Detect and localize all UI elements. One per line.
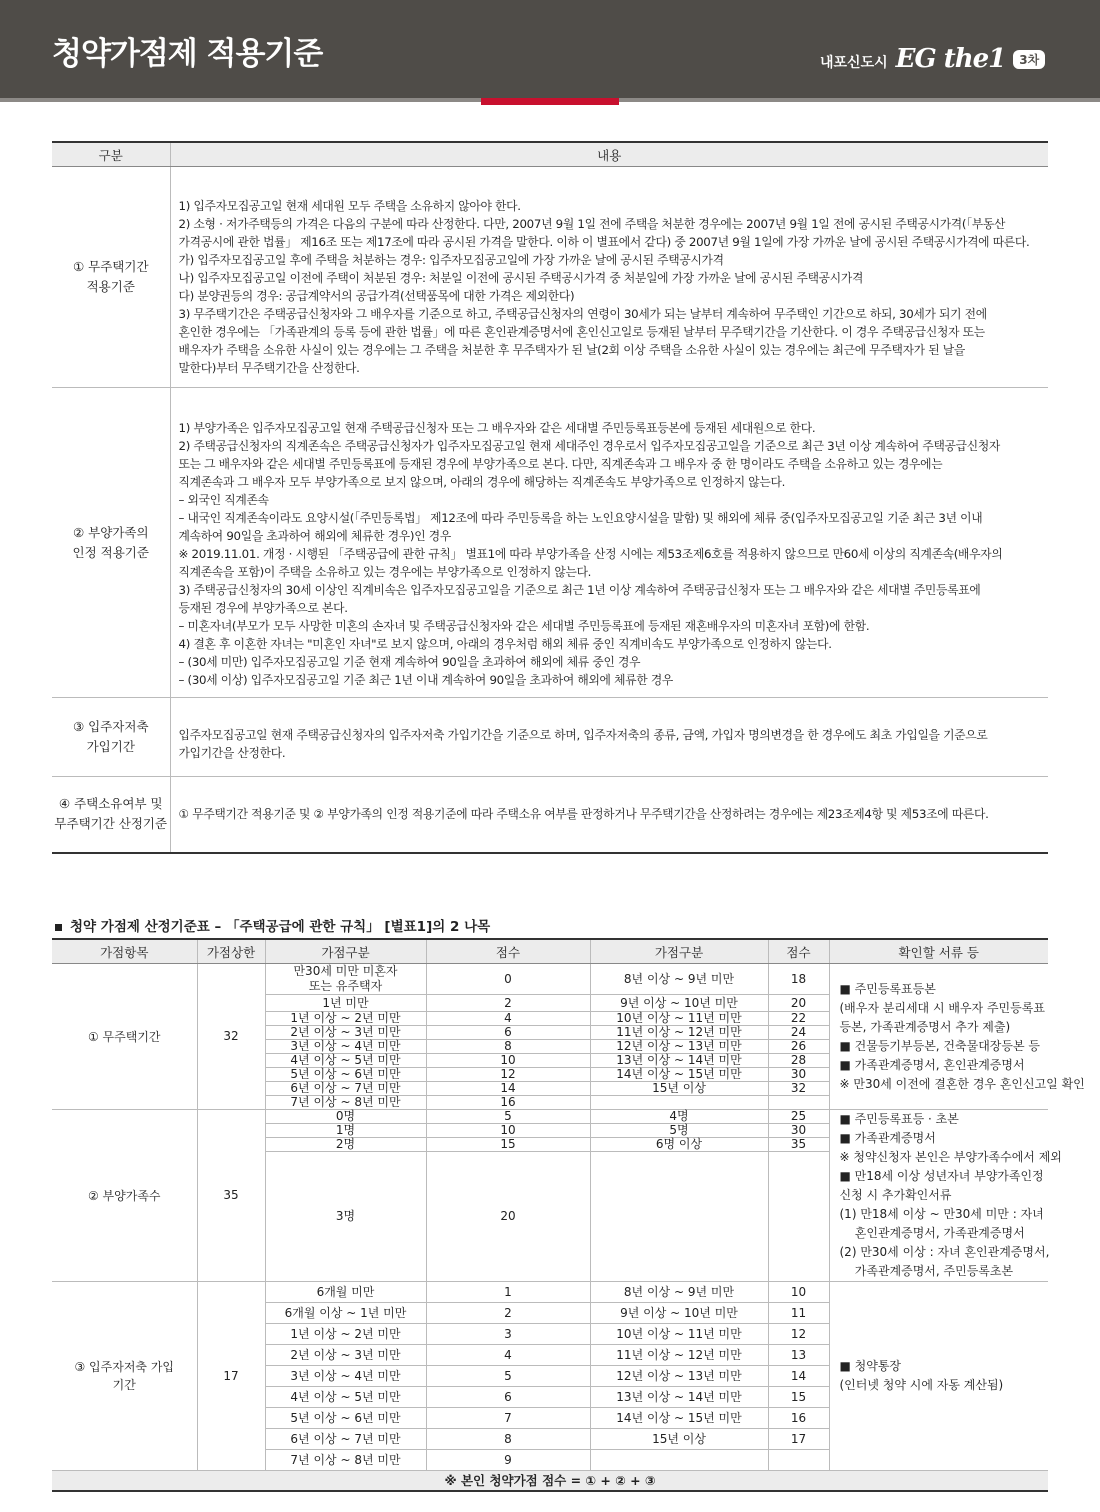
score-range: 5년 이상 ~ 6년 미만: [265, 1408, 426, 1429]
score-value: 4: [426, 1345, 590, 1366]
score-range: 1명: [265, 1124, 426, 1138]
content-line: 나) 입주자모집공고일 이전에 주택이 처분된 경우: 처분일 이전에 공시된 주택공시가격 중 처분일에 가장 가까운 날에 공시된 주택공시가격: [178, 271, 864, 285]
required-documents: [829, 964, 1085, 1110]
score-range: 4년 이상 ~ 5년 미만: [265, 1054, 426, 1068]
score-range: 3년 이상 ~ 4년 미만: [265, 1040, 426, 1054]
content-line: 직계존속과 그 배우자 모두 부양가족으로 보지 않으며, 아래의 경우에 해당하는 직계존속도 부양가족으로 인정하지 않는다.: [178, 474, 786, 489]
criteria-row: [52, 167, 1048, 388]
score-range: 6명 이상: [590, 1138, 768, 1152]
score-value: 16: [768, 1408, 829, 1429]
score-item: ② 부양가족수: [52, 1110, 197, 1282]
score-section-title-text: 청약 가점제 산정기준표 – 「주택공급에 관한 규칙」 [별표1]의 2 나목: [70, 919, 491, 935]
category-line: ③ 입주자저축: [72, 719, 149, 734]
category-line: ② 부양가족의: [72, 524, 149, 540]
header-cell: 가점구분: [590, 939, 768, 964]
content-line: 가격공시에 관한 법률」 제16조 또는 제17조에 따라 공시된 가격을 말한다. 이하 이 별표에서 같다) 중 2007년 9월 1일에 가장 가까운 날에 공시된 주택공시가격에 따른다.: [178, 235, 1030, 249]
content-line: – 내국인 직계존속이라도 요양시설(「주민등록법」 제12조에 따라 주민등록을 하는 노인요양시설을 말함) 및 해외에 체류 중(입주자모집공고일 기준 최근 3년 이내: [178, 510, 983, 525]
score-range: 0명: [265, 1110, 426, 1124]
score-range: 3년 이상 ~ 4년 미만: [265, 1366, 426, 1387]
content-line: 4) 결혼 후 이혼한 자녀는 "미혼인 자녀"로 보지 않으며, 아래의 경우처럼 해외 체류 중인 직계비속도 부양가족으로 인정하지 않는다.: [178, 636, 832, 651]
content-line: 다) 분양권등의 경우: 공급계약서의 공급가격(선택품목에 대한 가격은 제외한다): [178, 289, 575, 303]
score-value: 2: [426, 1303, 590, 1324]
document-line: (2) 만30세 이상 : 자녀 혼인관계증명서,: [839, 1245, 1050, 1259]
criteria-row: [52, 388, 1048, 698]
score-value: 12: [426, 1068, 590, 1082]
score-value: 32: [768, 1082, 829, 1096]
category-line: ④ 주택소유여부 및: [58, 796, 163, 812]
score-range: 3명: [265, 1152, 426, 1282]
score-range: 12년 이상 ~ 13년 미만: [590, 1366, 768, 1387]
header-accent-bar: [481, 98, 619, 105]
document-line: 신청 시 추가확인서류: [839, 1188, 952, 1202]
document-line: 혼인관계증명서, 가족관계증명서: [839, 1226, 1025, 1240]
brand-badge: 3차: [1013, 50, 1045, 69]
score-value: 25: [768, 1110, 829, 1124]
score-value: [768, 1152, 829, 1282]
content-line: 1) 부양가족은 입주자모집공고일 현재 주택공급신청자 또는 그 배우자와 같은 세대별 주민등록표등본에 등재된 세대원으로 한다.: [178, 420, 816, 435]
document-line: (인터넷 청약 시에 자동 계산됨): [839, 1378, 1004, 1392]
score-max: 32: [197, 964, 265, 1110]
content-line: ※ 2019.11.01. 개정 · 시행된 「주택공급에 관한 규칙」 별표1에 따라 부양가족을 산정 시에는 제53조제6호를 적용하지 않으므로 만60세 이상의 직계존속(배우자의: [178, 546, 1003, 561]
document-line: ■ 청약통장: [839, 1359, 902, 1373]
criteria-content: [170, 698, 1048, 777]
criteria-content: [170, 167, 1048, 388]
document-line: ■ 가족관계증명서, 혼인관계증명서: [839, 1057, 1025, 1072]
document-line: 등본, 가족관계증명서 추가 제출): [839, 1019, 1011, 1034]
content-line: – (30세 이상) 입주자모집공고일 기준 최근 1년 이내 계속하여 90일을 초과하여 해외에 체류한 경우: [178, 672, 674, 687]
score-range: 10년 이상 ~ 11년 미만: [590, 1012, 768, 1026]
score-range: 6개월 이상 ~ 1년 미만: [265, 1303, 426, 1324]
document-line: ■ 만18세 이상 성년자녀 부양가족인정: [839, 1169, 1044, 1183]
score-item: ③ 입주자저축 가입기간: [52, 1282, 197, 1471]
content-line: 입주자모집공고일 현재 주택공급신청자의 입주자저축 가입기간을 기준으로 하며, 입주자저축의 종류, 금액, 가입자 명의변경을 한 경우에도 최초 가입일을 기준으로: [178, 728, 988, 742]
score-value: 0: [426, 964, 590, 995]
header-cell: 가점구분: [265, 939, 426, 964]
criteria-content: [170, 777, 1048, 853]
score-range: 5명: [590, 1124, 768, 1138]
score-range: 4명: [590, 1110, 768, 1124]
header-cell: 점수: [426, 939, 590, 964]
score-range: 14년 이상 ~ 15년 미만: [590, 1068, 768, 1082]
score-value: 3: [426, 1324, 590, 1345]
document-line: ※ 청약신청자 본인은 부양가족수에서 제외: [839, 1150, 1062, 1164]
score-range: [590, 1450, 768, 1471]
content-line: – (30세 미만) 입주자모집공고일 기준 현재 계속하여 90일을 초과하여 해외에 체류 중인 경우: [178, 654, 641, 669]
score-max: 35: [197, 1110, 265, 1282]
score-range: 1년 미만: [265, 995, 426, 1012]
score-value: 8: [426, 1429, 590, 1450]
score-value: 10: [426, 1124, 590, 1138]
content-line: 계속하여 90일을 초과하여 해외에 체류한 경우)인 경우: [178, 528, 451, 543]
brand-wordmark: EG the1: [895, 44, 1006, 74]
score-value: 35: [768, 1138, 829, 1152]
score-section-title: [55, 915, 490, 935]
score-value: 18: [768, 964, 829, 995]
score-value: 6: [426, 1026, 590, 1040]
content-line: 3) 무주택기간은 주택공급신청자와 그 배우자를 기준으로 하고, 주택공급신청자의 연령이 30세가 되는 날부터 계속하여 무주택인 기간으로 하되, 30세가 되기 전에: [178, 307, 987, 321]
score-range: 13년 이상 ~ 14년 미만: [590, 1387, 768, 1408]
criteria-table: [52, 141, 1048, 854]
score-value: [768, 1096, 829, 1110]
content-line: 1) 입주자모집공고일 현재 세대원 모두 주택을 소유하지 않아야 한다.: [178, 199, 521, 213]
score-value: [768, 1450, 829, 1471]
criteria-table-header: [52, 142, 1048, 167]
score-value: 6: [426, 1387, 590, 1408]
score-value: 1: [426, 1282, 590, 1303]
score-range: 8년 이상 ~ 9년 미만: [590, 964, 768, 995]
document-line: ■ 가족관계증명서: [839, 1131, 936, 1145]
score-range: 2명: [265, 1138, 426, 1152]
score-value: 13: [768, 1345, 829, 1366]
document-line: ※ 만30세 이전에 결혼한 경우 혼인신고일 확인: [839, 1076, 1085, 1091]
score-value: 15: [768, 1387, 829, 1408]
criteria-category: [52, 167, 170, 388]
score-range: 9년 이상 ~ 10년 미만: [590, 1303, 768, 1324]
category-line: ① 무주택기간: [72, 259, 149, 274]
category-line: 무주택기간 산정기준: [54, 816, 168, 832]
score-range: 2년 이상 ~ 3년 미만: [265, 1026, 426, 1040]
score-value: 24: [768, 1026, 829, 1040]
score-value: 9: [426, 1450, 590, 1471]
score-value: 20: [426, 1152, 590, 1282]
header-cell: 점수: [768, 939, 829, 964]
content-line: 등재된 경우에 부양가족으로 본다.: [178, 600, 348, 615]
score-range: 6개월 미만: [265, 1282, 426, 1303]
score-range: 6년 이상 ~ 7년 미만: [265, 1082, 426, 1096]
document-line: (1) 만18세 이상 ~ 만30세 미만 : 자녀: [839, 1207, 1044, 1221]
table-row: [52, 1110, 1048, 1124]
brand-city: 내포신도시: [820, 55, 888, 71]
content-line: – 미혼자녀(부모가 모두 사망한 미혼의 손자녀 및 주택공급신청자와 같은 세대별 주민등록표에 등재된 재혼배우자의 미혼자녀 포함)에 한함.: [178, 618, 870, 633]
score-range: 11년 이상 ~ 12년 미만: [590, 1345, 768, 1366]
score-value: 5: [426, 1366, 590, 1387]
criteria-row: [52, 698, 1048, 777]
score-value: 17: [768, 1429, 829, 1450]
table-row: [52, 1282, 1048, 1303]
score-table-header: [52, 939, 1048, 964]
score-value: 16: [426, 1096, 590, 1110]
score-value: 10: [426, 1054, 590, 1068]
score-value: 4: [426, 1012, 590, 1026]
total-row: [52, 1471, 1048, 1492]
content-line: 혼인한 경우에는 「가족관계의 등록 등에 관한 법률」에 따른 혼인관계증명서에 혼인신고일로 등재된 날부터 무주택기간을 기산한다. 이 경우 주택공급신청자 또는: [178, 325, 985, 339]
score-value: 20: [768, 995, 829, 1012]
content-line: ① 무주택기간 적용기준 및 ② 부양가족의 인정 적용기준에 따라 주택소유 여부를 판정하거나 무주택기간을 산정하려는 경우에는 제23조제4항 및 제53조에 따른다.: [178, 807, 989, 822]
score-value: 14: [426, 1082, 590, 1096]
score-range: 9년 이상 ~ 10년 미만: [590, 995, 768, 1012]
score-value: 5: [426, 1110, 590, 1124]
score-value: 15: [426, 1138, 590, 1152]
required-documents: [829, 1110, 1062, 1282]
content-line: – 외국인 직계존속: [178, 492, 269, 507]
score-range: [590, 1096, 768, 1110]
page-header: [0, 0, 1100, 98]
document-line: ■ 건물등기부등본, 건축물대장등본 등: [839, 1038, 1040, 1053]
score-value: 11: [768, 1303, 829, 1324]
category-line: 적용기준: [86, 279, 135, 294]
criteria-category: [52, 698, 170, 777]
score-value: 14: [768, 1366, 829, 1387]
score-value: 26: [768, 1040, 829, 1054]
content-line: 배우자가 주택을 소유한 사실이 있는 경우에는 그 주택을 처분한 후 무주택자가 된 날(2회 이상 주택을 소유한 사실이 있는 경우에는 최근에 무주택자가 된 날을: [178, 343, 965, 357]
header-cell: 확인할 서류 등: [829, 939, 1048, 964]
score-range: 11년 이상 ~ 12년 미만: [590, 1026, 768, 1040]
score-range: 2년 이상 ~ 3년 미만: [265, 1345, 426, 1366]
document-line: ■ 주민등록표등 · 초본: [839, 1112, 959, 1126]
score-range: 1년 이상 ~ 2년 미만: [265, 1012, 426, 1026]
score-range: 4년 이상 ~ 5년 미만: [265, 1387, 426, 1408]
criteria-category: [52, 388, 170, 698]
criteria-category: [52, 777, 170, 853]
content-line: 또는 그 배우자와 같은 세대별 주민등록표에 등재된 경우에 부양가족으로 본다. 다만, 직계존속과 그 배우자 중 한 명이라도 주택을 소유하고 있는 경우에는: [178, 456, 943, 471]
score-max: 17: [197, 1282, 265, 1471]
score-range: 7년 이상 ~ 8년 미만: [265, 1450, 426, 1471]
score-value: 2: [426, 995, 590, 1012]
document-line: 가족관계증명서, 주민등록초본: [839, 1264, 1014, 1278]
criteria-row: [52, 777, 1048, 853]
score-range: 13년 이상 ~ 14년 미만: [590, 1054, 768, 1068]
category-line: 가입기간: [86, 739, 135, 754]
score-range: 6년 이상 ~ 7년 미만: [265, 1429, 426, 1450]
content-line: 가) 입주자모집공고일 후에 주택을 처분하는 경우: 입주자모집공고일에 가장 가까운 날에 공시된 주택공시가격: [178, 253, 724, 267]
score-range: 10년 이상 ~ 11년 미만: [590, 1324, 768, 1345]
score-range: 8년 이상 ~ 9년 미만: [590, 1282, 768, 1303]
score-value: 30: [768, 1124, 829, 1138]
score-value: 10: [768, 1282, 829, 1303]
brand-logo: [820, 44, 1045, 74]
score-range: 7년 이상 ~ 8년 미만: [265, 1096, 426, 1110]
score-range: 만30세 미만 미혼자 또는 유주택자: [265, 964, 426, 995]
content-line: 가입기간을 산정한다.: [178, 746, 286, 760]
header-cell: 가점상한: [197, 939, 265, 964]
table-row: [52, 964, 1048, 995]
score-range: [590, 1152, 768, 1282]
content-line: 말한다)부터 무주택기간을 산정한다.: [178, 361, 360, 375]
document-line: ■ 주민등록표등본: [839, 981, 936, 996]
score-range: 5년 이상 ~ 6년 미만: [265, 1068, 426, 1082]
score-table: [52, 938, 1085, 1492]
page-title: 청약가점제 적용기준: [52, 36, 323, 72]
criteria-content: [170, 388, 1048, 698]
score-range: 1년 이상 ~ 2년 미만: [265, 1324, 426, 1345]
content-line: 3) 주택공급신청자의 30세 이상인 직계비속은 입주자모집공고일을 기준으로 최근 1년 이상 계속하여 주택공급신청자 또는 그 배우자와 같은 세대별 주민등록표에: [178, 582, 981, 597]
total-formula: ※ 본인 청약가점 점수 = ① + ② + ③: [52, 1471, 1048, 1492]
bullet-square-icon: [55, 924, 62, 931]
score-item: ① 무주택기간: [52, 964, 197, 1110]
score-value: 28: [768, 1054, 829, 1068]
score-range: 15년 이상: [590, 1082, 768, 1096]
score-value: 8: [426, 1040, 590, 1054]
score-value: 7: [426, 1408, 590, 1429]
header-cell: 가점항목: [52, 939, 197, 964]
score-value: 12: [768, 1324, 829, 1345]
score-value: 30: [768, 1068, 829, 1082]
content-line: 2) 소형 · 저가주택등의 가격은 다음의 구분에 따라 산정한다. 다만, 2007년 9월 1일 전에 주택을 처분한 경우에는 2007년 9월 1일 전에 공시된 주택공시가격(「부동산: [178, 217, 1006, 231]
score-value: 22: [768, 1012, 829, 1026]
required-documents: [829, 1282, 1048, 1471]
header-cell: 구분: [52, 142, 170, 167]
score-range: 12년 이상 ~ 13년 미만: [590, 1040, 768, 1054]
content-line: 직계존속을 포함)이 주택을 소유하고 있는 경우에는 부양가족으로 인정하지 않는다.: [178, 564, 592, 579]
score-range: 15년 이상: [590, 1429, 768, 1450]
document-line: (배우자 분리세대 시 배우자 주민등록표: [839, 1000, 1045, 1015]
category-line: 인정 적용기준: [72, 544, 149, 560]
header-cell: 내용: [170, 142, 1048, 167]
score-range: 14년 이상 ~ 15년 미만: [590, 1408, 768, 1429]
content-line: 2) 주택공급신청자의 직계존속은 주택공급신청자가 입주자모집공고일 현재 세대주인 경우로서 입주자모집공고일을 기준으로 최근 3년 이상 계속하여 주택공급신청자: [178, 438, 1001, 453]
